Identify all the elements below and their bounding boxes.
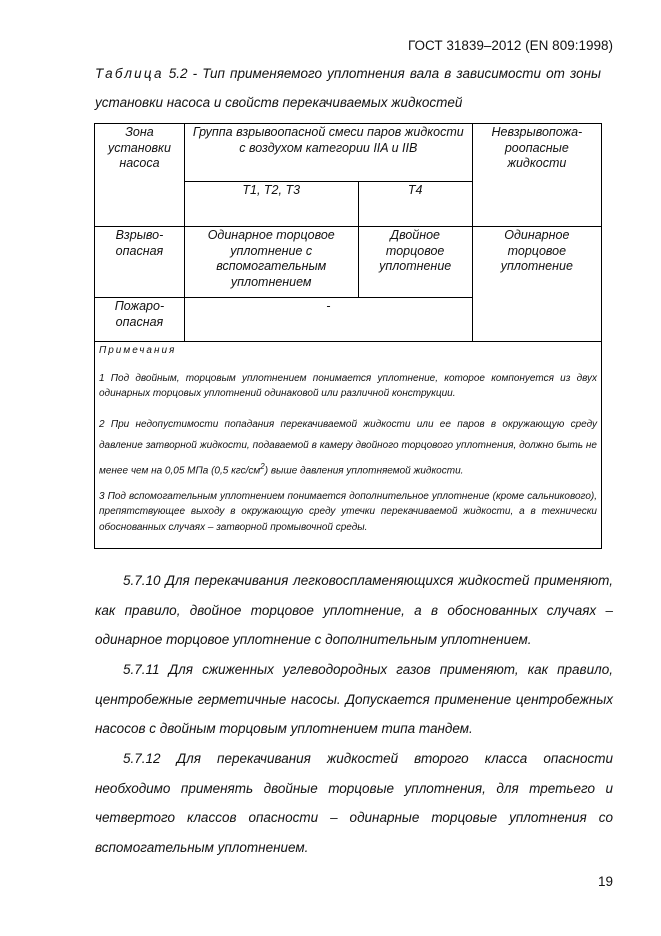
paragraph-number: 5.7.12 — [123, 751, 161, 766]
note-2 — [99, 414, 597, 481]
note-2-superscript: 2 — [260, 461, 265, 471]
paragraph-number: 5.7.11 — [123, 662, 160, 677]
cell-zone: Пожаро-опасная — [95, 298, 185, 342]
paragraph-text: Для перекачивания жидкостей второго класса опасности необходимо применять двойные торцовые уплотнения, для третьего и четвертого классов опасности – одинарные торцовые уплотнения со вспомогательным уплотнением. — [95, 751, 613, 855]
header-nonexplosive: Невзрывопожа-роопасные жидкости — [472, 124, 601, 227]
header-t1-t2-t3: T1, T2, T3 — [184, 182, 358, 227]
cell-nonexplosive: Одинарное торцовое уплотнение — [472, 227, 601, 342]
cell-t1-t2-t3: Одинарное торцовое уплотнение с вспомогательным уплотнением — [184, 227, 358, 298]
paragraph-5-7-11 — [95, 655, 613, 744]
note-1: 1 Под двойным, торцовым уплотнением понимается уплотнение, которое компонуется из двух одинарных торцовых уплотнений одинаковой или различной конструкции. — [99, 372, 597, 399]
header-zone: Зона установки насоса — [95, 124, 185, 227]
cell-merged-dash: - — [184, 298, 472, 342]
note-2-text-b: ) выше давления уплотняемой жидкости. — [264, 464, 464, 476]
cell-t4: Двойное торцовое уплотнение — [358, 227, 472, 298]
paragraph-text: Для перекачивания легковоспламеняющихся жидкостей применяют, как правило, двойное торцовое уплотнение, а в обоснованных случаях – одинарное торцовое уплотнение с дополнительным уплотнением. — [95, 573, 613, 647]
header-group: Группа взрывоопасной смеси паров жидкости с воздухом категории IIA и IIB — [184, 124, 472, 182]
paragraph-5-7-10 — [95, 566, 613, 655]
document-header: ГОСТ 31839–2012 (EN 809:1998) — [408, 38, 613, 53]
table-caption-text: 5.2 - Тип применяемого уплотнения вала в зависимости от зоны — [168, 66, 601, 81]
table-caption-line1 — [95, 66, 601, 81]
table-notes — [95, 342, 602, 549]
table-row — [95, 227, 602, 298]
table-caption-label: Таблица — [95, 66, 164, 81]
note-3: 3 Под вспомогательным уплотнением понимается дополнительное уплотнение (кроме сальникового), препятствующее выходу в окружающую среду утечки перекачиваемой жидкости, а в технически обоснованных случаях – затворной промывочной среды. — [99, 490, 597, 533]
paragraph-text: Для сжиженных углеводородных газов применяют, как правило, центробежные герметичные насосы. Допускается применение центробежных насосов с двойным торцовым уплотнением типа тандем. — [95, 662, 613, 736]
table-caption-line2: установки насоса и свойств перекачиваемых жидкостей — [95, 95, 463, 110]
note-2-text-a: 2 При недопустимости попадания перекачиваемой жидкости или ее паров в окружающую среду давление затворной жидкости, подаваемой в камеру двойного торцового уплотнения, должно быть не менее чем на 0,05 МПа (0,5 кгс/см — [99, 418, 597, 476]
page-number: 19 — [597, 874, 613, 889]
cell-zone: Взрыво-опасная — [95, 227, 185, 298]
notes-title: Примечания — [99, 345, 177, 356]
header-t4: T4 — [358, 182, 472, 227]
paragraph-5-7-12 — [95, 744, 613, 862]
paragraph-number: 5.7.10 — [123, 573, 161, 588]
seal-type-table — [94, 123, 602, 549]
